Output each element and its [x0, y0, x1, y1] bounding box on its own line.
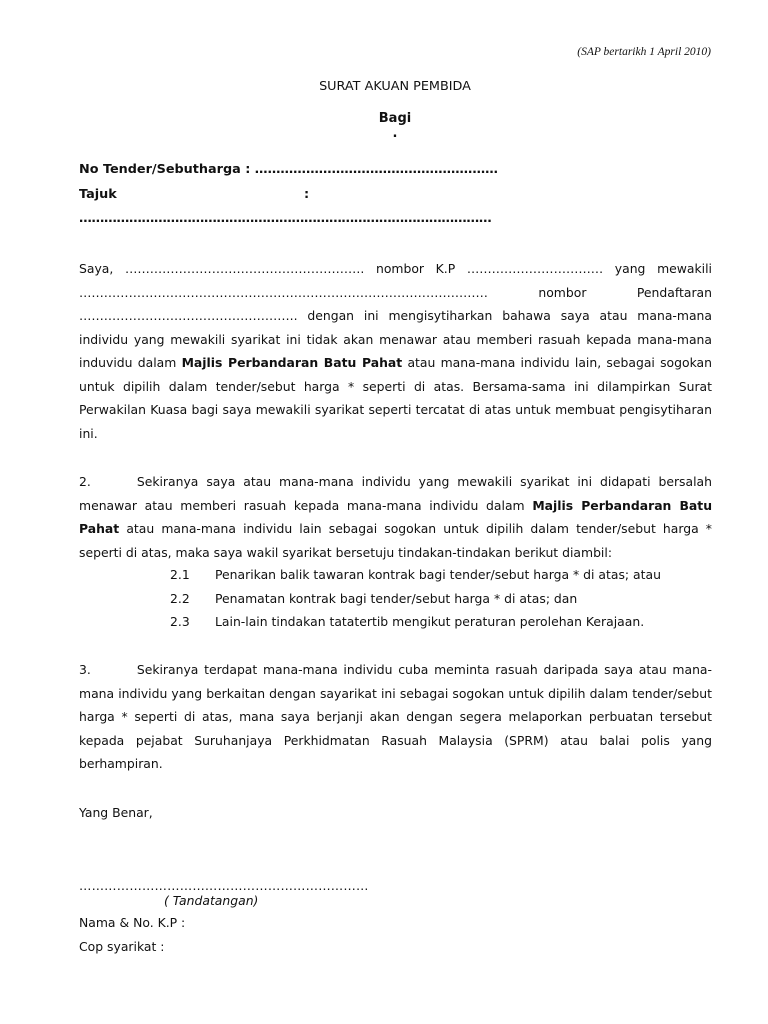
signature-caption: ( Tandatangan) — [164, 893, 259, 908]
list-item-number: 2.3 — [170, 614, 190, 629]
nama-kp-label: Nama & No. K.P : — [79, 915, 186, 930]
list-item-number: 2.2 — [170, 591, 190, 606]
para2-number: 2. — [79, 474, 91, 489]
reference-note: (SAP bertarikh 1 April 2010) — [577, 46, 711, 58]
list-item-text: Penamatan kontrak bagi tender/sebut harga * di atas; dan — [215, 591, 578, 606]
tender-line — [79, 162, 498, 177]
tender-label: No Tender/Sebutharga : — [79, 162, 251, 177]
list-item — [170, 567, 661, 582]
para3-text: Sekiranya terdapat mana-mana individu cuba meminta rasuah daripada saya atau mana-mana individu yang berkaitan dengan sayarikat ini sebagai sogokan untuk dipilih dalam tender/sebut harga * seperti di atas, mana saya berjanji akan dengan segera melaporkan perbuatan tersebut kepada pejabat Suruhanjaya Perkhidmatan Rasuah Malaysia (SPRM) atau balai polis yang berhampiran. — [79, 662, 712, 771]
paragraph-3 — [79, 658, 712, 776]
para1-bold-council: Majlis Perbandaran Batu Pahat — [181, 355, 403, 370]
bagi-label: Bagi — [378, 111, 412, 126]
list-item-text: Penarikan balik tawaran kontrak bagi tender/sebut harga * di atas; atau — [215, 567, 661, 582]
para2-text-a: Sekiranya saya atau mana-mana individu yang mewakili syarikat ini didapati bersalah menawar atau memberi rasuah kepada mana-mana individu dalam — [79, 474, 712, 513]
tajuk-colon: : — [304, 187, 310, 202]
para1-text-end: atau mana-mana individu lain, sebagai sogokan untuk dipilih dalam tender/sebut harga * seperti di atas. Bersama-sama ini dilampirkan Surat Perwakilan Kuasa bagi saya mewakili syarikat seperti tercatat di atas untuk membuat pengisytiharan ini. — [79, 355, 712, 441]
para1-body — [79, 304, 712, 445]
para3-body — [79, 658, 712, 776]
bagi-dot: . — [392, 126, 398, 141]
cop-syarikat-label: Cop syarikat : — [79, 939, 165, 954]
para2-text-b: atau mana-mana individu lain sebagai sogokan untuk dipilih dalam tender/sebut harga * seperti di atas, maka saya wakil syarikat bersetuju tindakan-tindakan berikut diambil: — [79, 521, 712, 560]
para3-number: 3. — [79, 662, 91, 677]
tajuk-dots: ……………………………………………………………………………………… — [79, 211, 492, 226]
document-title: SURAT AKUAN PEMBIDA — [319, 79, 471, 94]
para1-text: …………………………………………….. dengan ini mengisytiharkan bahawa saya atau mana-mana individu yang mewakili syarikat ini tidak akan menawar atau memberi rasuah kepada mana-mana induvidu dalam — [79, 308, 712, 370]
para1-line2: ……………………………………………………………………………………… nombor Pendaftaran — [79, 284, 712, 300]
para2-body — [79, 470, 712, 564]
tajuk-label: Tajuk — [79, 187, 117, 202]
para2-bold-council: Majlis Perbandaran Batu Pahat — [79, 497, 713, 536]
paragraph-1 — [79, 257, 712, 445]
list-item-text: Lain-lain tindakan tatatertib mengikut peraturan perolehan Kerajaan. — [215, 614, 645, 629]
list-item — [170, 591, 577, 606]
list-item — [170, 614, 644, 629]
paragraph-2 — [79, 470, 712, 564]
para1-line1: Saya, …………………………………………………. nombor K.P …………………………… yang mewakili — [79, 261, 712, 276]
closing-yang-benar: Yang Benar, — [79, 805, 153, 820]
list-item-number: 2.1 — [170, 567, 190, 582]
signature-line: …………………………………………………………… — [79, 878, 369, 893]
tender-dots: ………………………………………………… — [254, 162, 498, 177]
